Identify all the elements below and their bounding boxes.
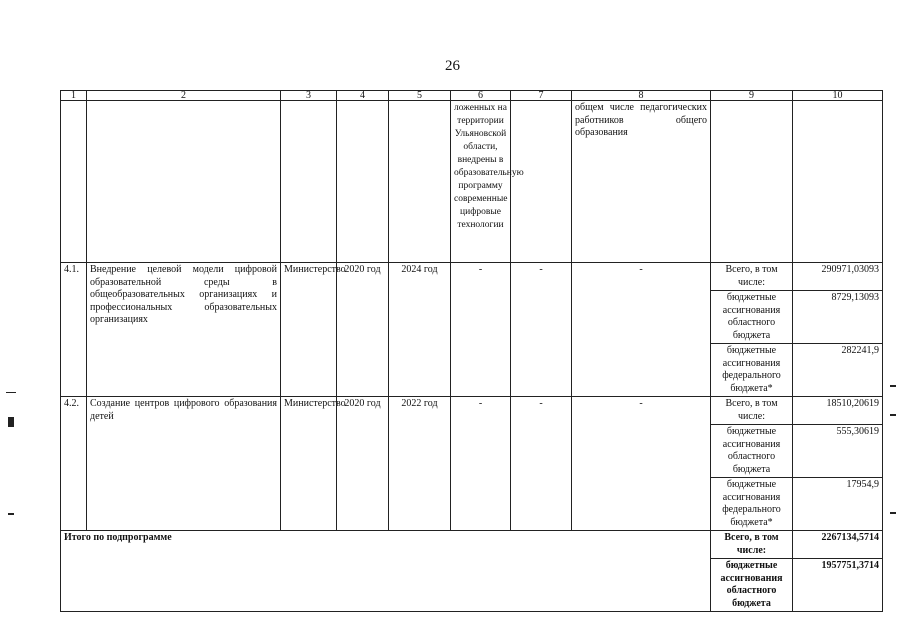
- funding-label: бюджетные ассигнования областного бюджета: [711, 291, 793, 344]
- funding-value: 282241,9: [793, 344, 883, 397]
- funding-label: бюджетные ассигнования федерального бюджета*: [711, 478, 793, 531]
- funding-value: 1957751,3714: [793, 559, 883, 612]
- total-label: Итого по подпрограмме: [61, 531, 711, 612]
- scan-mark: [890, 512, 896, 514]
- column-header: 6: [451, 91, 511, 101]
- column-header: 10: [793, 91, 883, 101]
- funding-value: 8729,13093: [793, 291, 883, 344]
- total-row: [61, 531, 883, 559]
- start-year: 2020 год: [337, 397, 389, 531]
- table-row: [61, 397, 883, 425]
- scan-mark: [890, 414, 896, 416]
- table-row: [61, 263, 883, 291]
- row-number: 4.1.: [61, 263, 87, 397]
- target-cell: -: [572, 397, 711, 531]
- funding-value: 2267134,5714: [793, 531, 883, 559]
- column-header: 1: [61, 91, 87, 101]
- measure-name: Внедрение целевой модели цифровой образовательной среды в общеобразовательных организациях и профессиональных образовательных организациях: [87, 263, 281, 397]
- funding-label: бюджетные ассигнования федерального бюджета*: [711, 344, 793, 397]
- column-header: 8: [572, 91, 711, 101]
- indicator-cell: -: [451, 263, 511, 397]
- end-year: 2022 год: [389, 397, 451, 531]
- continuation-row: [61, 101, 883, 263]
- funding-value: 17954,9: [793, 478, 883, 531]
- funding-value: 290971,03093: [793, 263, 883, 291]
- indicator-cell: -: [451, 397, 511, 531]
- executor: Министерство: [281, 397, 337, 531]
- page-number: 26: [445, 58, 460, 74]
- column-header: 7: [511, 91, 572, 101]
- scan-mark: [890, 385, 896, 387]
- column-header: 9: [711, 91, 793, 101]
- continuation-indicator-text: ложенных на территории Ульяновской области, внедрены в образовательную программу современные цифровые технологии: [451, 101, 511, 263]
- executor: Министерство: [281, 263, 337, 397]
- scan-mark: [8, 513, 14, 515]
- column-number-row: [61, 91, 883, 101]
- funding-label: Всего, в том числе:: [711, 397, 793, 425]
- subprogram-table: [60, 90, 883, 612]
- value-cell: -: [511, 397, 572, 531]
- column-header: 4: [337, 91, 389, 101]
- target-cell: -: [572, 263, 711, 397]
- measure-name: Создание центров цифрового образования детей: [87, 397, 281, 531]
- start-year: 2020 год: [337, 263, 389, 397]
- column-header: 2: [87, 91, 281, 101]
- column-header: 5: [389, 91, 451, 101]
- end-year: 2024 год: [389, 263, 451, 397]
- scan-mark: [6, 392, 16, 393]
- funding-label: бюджетные ассигнования областного бюджета: [711, 425, 793, 478]
- funding-label: бюджетные ассигнования областного бюджета: [711, 559, 793, 612]
- continuation-target-text: общем числе педагогических работников общего образования: [572, 101, 711, 263]
- funding-label: Всего, в том числе:: [711, 263, 793, 291]
- value-cell: -: [511, 263, 572, 397]
- funding-value: 18510,20619: [793, 397, 883, 425]
- column-header: 3: [281, 91, 337, 101]
- row-number: 4.2.: [61, 397, 87, 531]
- funding-value: 555,30619: [793, 425, 883, 478]
- scan-mark: [8, 417, 14, 427]
- funding-label: Всего, в том числе:: [711, 531, 793, 559]
